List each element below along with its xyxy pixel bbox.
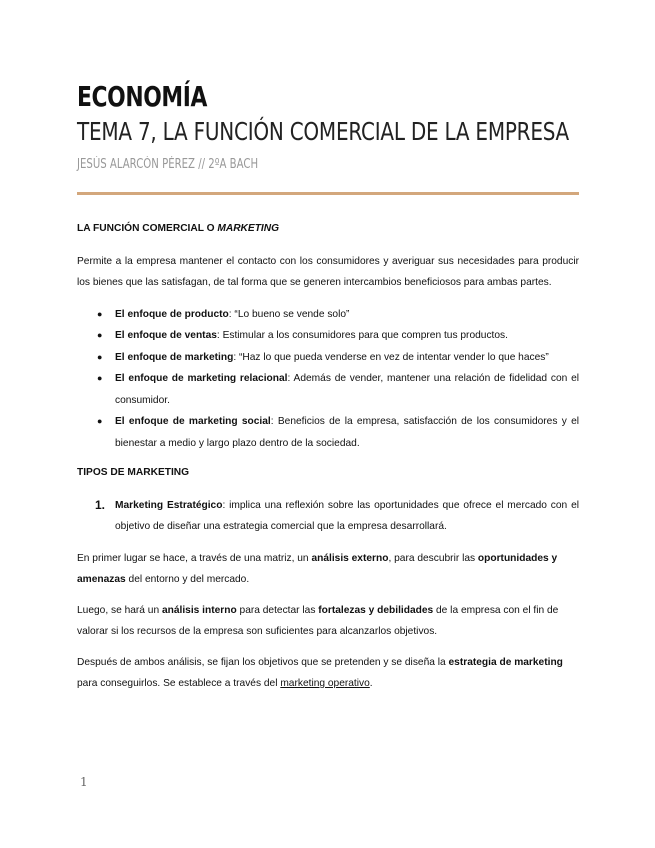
author-line: JESÚS ALARCÓN PÉREZ // 2ºA BACH xyxy=(77,157,259,172)
list-item xyxy=(77,347,579,369)
list-item xyxy=(77,495,579,538)
bold-run: análisis externo xyxy=(311,552,389,564)
document-title: ECONOMÍA xyxy=(77,80,208,113)
bullet-icon: ● xyxy=(97,416,103,426)
text-run: del entorno y del mercado. xyxy=(125,574,250,585)
bullet-term: El enfoque de marketing xyxy=(115,351,234,363)
text-run: . xyxy=(369,678,373,689)
paragraph-strategy xyxy=(77,652,579,695)
bullet-text: : “Haz lo que pueda venderse en vez de intentar vender lo que haces” xyxy=(233,351,549,363)
heading-text: LA FUNCIÓN COMERCIAL O xyxy=(77,223,218,234)
intro-paragraph: Permite a la empresa mantener el contacto con los consumidores y averiguar sus necesidades para producir los bienes que las satisfagan, de tal forma que se generen intercambios beneficiosos para ambas partes. xyxy=(77,255,579,288)
bullet-text: : Además de vender, mantener una relación de fidelidad con el consumidor. xyxy=(115,373,579,406)
list-item xyxy=(77,325,579,347)
text-run: Después de ambos análisis, se fijan los objetivos que se pretenden y se diseña la xyxy=(77,656,449,668)
paragraph-internal-analysis xyxy=(77,600,579,643)
types-list xyxy=(77,495,579,538)
bullet-term: El enfoque de producto xyxy=(115,308,229,320)
text-run: para detectar las xyxy=(236,604,319,616)
list-item xyxy=(77,368,579,411)
text-run: Luego, se hará un xyxy=(77,604,162,616)
bullet-text: : Beneficios de la empresa, satisfacción de los consumidores y el bienestar a medio y largo plazo dentro de la sociedad. xyxy=(115,416,579,449)
paragraph-external-analysis xyxy=(77,548,579,591)
underlined-run: marketing operativo xyxy=(280,678,370,689)
bullet-icon: ● xyxy=(97,351,103,362)
document-body xyxy=(77,218,579,704)
bullet-icon: ● xyxy=(97,308,103,319)
text-run: , para descubrir las xyxy=(388,552,478,564)
bullet-term: El enfoque de marketing social xyxy=(115,416,271,427)
bullet-term: El enfoque de marketing relacional xyxy=(115,373,288,384)
bold-run: fortalezas y debilidades xyxy=(318,604,434,616)
section-heading-types: TIPOS DE MARKETING xyxy=(77,467,190,478)
bold-run: estrategia de marketing xyxy=(448,656,563,668)
bullet-text: : “Lo bueno se vende solo” xyxy=(228,308,350,320)
text-run: para conseguirlos. Se establece a través del xyxy=(77,678,281,689)
text-run: de la empresa con el fin de valorar si los recursos de la empresa son suficientes para alcanzarlos objetivos. xyxy=(77,604,559,637)
bullet-icon: ● xyxy=(97,330,103,340)
bold-run: análisis interno xyxy=(161,604,237,616)
header-divider xyxy=(77,192,579,195)
bold-run: oportunidades y amenazas xyxy=(77,552,558,585)
heading-italic: MARKETING xyxy=(217,223,280,234)
page-number: 1 xyxy=(80,775,88,789)
list-item xyxy=(77,304,579,326)
list-item xyxy=(77,411,579,454)
item-term: Marketing Estratégico xyxy=(115,499,223,511)
bullet-icon: ● xyxy=(97,373,103,383)
document-subtitle: TEMA 7, LA FUNCIÓN COMERCIAL DE LA EMPRESA xyxy=(77,117,569,146)
bullet-text: : Estimular a los consumidores para que compren tus productos. xyxy=(216,330,508,341)
list-number: 1. xyxy=(95,497,106,512)
approaches-list xyxy=(77,304,579,455)
item-text: : implica una reflexión sobre las oportunidades que ofrece el mercado con el objetivo de diseñar una estrategia comercial que la empresa desarrollará. xyxy=(115,499,579,532)
bullet-term: El enfoque de ventas xyxy=(115,330,217,341)
section-heading-marketing xyxy=(77,218,579,240)
text-run: En primer lugar se hace, a través de una matriz, un xyxy=(77,552,312,564)
